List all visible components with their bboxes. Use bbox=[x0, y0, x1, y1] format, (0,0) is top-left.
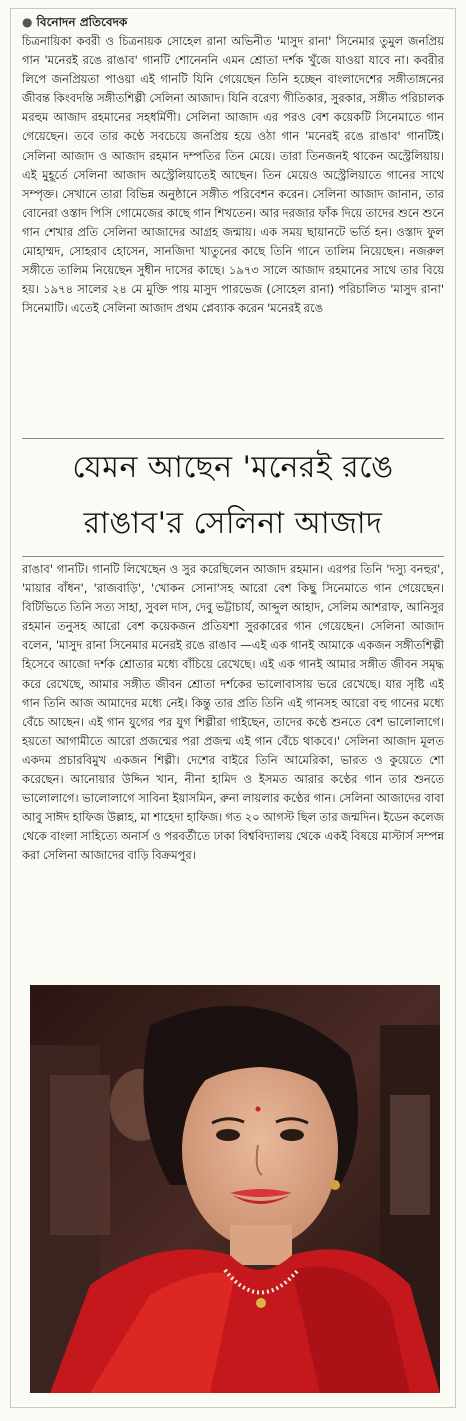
headline-line-1: যেমন আছেন 'মনেরই রঙে bbox=[72, 450, 394, 485]
bullet-icon: ● bbox=[22, 15, 33, 29]
portrait-illustration bbox=[30, 985, 440, 1393]
headline-line-2: রাঙাব'র সেলিনা আজাদ bbox=[83, 506, 383, 541]
portrait-photo bbox=[30, 985, 440, 1393]
byline bbox=[22, 14, 127, 34]
headline-rule-top bbox=[22, 438, 444, 439]
article-paragraph-2: রাঙাব' গানটি। গানটি লিখেছেন ও সুর করেছিলেন আজাদ রহমান। এরপর তিনি 'দস্যু বনহুর', 'মায়ার বাঁধন', 'রাজবাড়ি', 'খোকন সোনা'সহ আরো বেশ কিছু সিনেমাতে গান গেয়েছেন। বিটিভিতে তিনি সত্য সাহা, সুবল দাস, দেবু ভট্টাচার্য, আব্দুল আহাদ, সেলিম আশরাফ, আনিসুর রহমান তনুসহ আরো বেশ কয়েকজন প্রতিযশা সুরকারের গান গেয়েছেন। সেলিনা আজাদ বলেন, 'মাসুদ রানা সিনেমার মনেরই রঙে রাঙাব —এই এক গানই আমাকে একজন সঙ্গীতশিল্পী হিসেবে আজো দর্শক শ্রোতার মধ্যে বাঁচিয়ে রেখেছে। এই এক গানই আমার সঙ্গীত জীবন সমৃদ্ধ করে রেখেছে, আমার সঙ্গীত জীবন শ্রোতা দর্শকের ভালোবাসায় ভরে রেখেছে। যার সৃষ্টি এই গান তিনি আজ আমাদের মধ্যে নেই। কিন্তু তার প্রতি তিনি এই গানসহ আরো বহু গানের মধ্যে বেঁচে আছেন। এই গান যুগের পর যুগ শিল্পীরা গাইছেন, তাদের কণ্ঠে শুনতে বেশ ভালোলাগে। হয়তো আগামীতে আরো প্রজন্মের পরা প্রজন্ম এই গান বেঁচে থাকবে।' সেলিনা আজাদ মূলত একদম প্রচারবিমুখ একজন শিল্পী। দেশের বাইরে তিনি আমেরিকা, ভারত ও কুয়েতে শো করেছেন। আনোয়ার উদ্দিন খান, নীনা হামিদ ও ইসমত আরার কণ্ঠের গান তার শুনতে ভালোলাগে। ভালোলাগে সাবিনা ইয়াসমিন, রুনা লায়লার কণ্ঠের গান। সেলিনা আজাদের বাবা আবু সাঈদ হাফিজ উল্লাহ, মা শাহেদা হাফিজ। গত ২০ আগস্ট ছিল তার জন্মদিন। ইডেন কলেজ থেকে বাংলা সাহিত্যে অনার্স ও পরবর্তীতে ঢাকা বিশ্ববিদ্যালয় থেকে একই বিষয়ে মাস্টার্স সম্পন্ন করা সেলিনা আজাদের বাড়ি বিক্রমপুর। bbox=[22, 562, 444, 863]
headline bbox=[22, 440, 444, 552]
byline-text: বিনোদন প্রতিবেদক bbox=[36, 15, 128, 29]
article-paragraph-1: চিত্রনায়িকা কবরী ও চিত্রনায়ক সোহেল রানা অভিনীত 'মাসুদ রানা' সিনেমার তুমুল জনপ্রিয় গান 'মনেরই রঙে রাঙাব' গানটি শোনেননি এমন শ্রোতা দর্শক খুঁজে যাওয়া যাবে না। কবরীর লিপে জনপ্রিয়তা পাওয়া এই গানটি যিনি গেয়েছেন তিনি হচ্ছেন বাংলাদেশের সঙ্গীতাঙ্গনের জীবন্ত কিংবদন্তি সঙ্গীতশিল্পী সেলিনা আজাদ। যিনি বরেণ্য গীতিকার, সুরকার, সঙ্গীত পরিচালক মরহুম আজাদ রহমানের সহধর্মিণী। সেলিনা আজাদ এর পরও বেশ কয়েকটি সিনেমাতে গান গেয়েছেন। তবে তার কণ্ঠে সবচেয়ে জনপ্রিয় হয়ে ওঠা গান 'মনেরই রঙে রাঙাব' গানটিই। সেলিনা আজাদ ও আজাদ রহমান দম্পতির তিন মেয়ে। তারা তিনজনই থাকেন অস্ট্রেলিয়ায়। এই মুহূর্তে সেলিনা আজাদ অস্ট্রেলিয়াতেই আছেন। তিন মেয়েও অস্ট্রেলিয়াতে গানের সাথে সম্পৃক্ত। সেখানে তারা বিভিন্ন অনুষ্ঠানে সঙ্গীত পরিবেশন করেন। সেলিনা আজাদ জানান, তার বোনেরা ওস্তাদ পিসি গোমেজের কাছে গান শিখতেন। আর দরজার ফাঁক দিয়ে তাদের শুনে শুনে গান শেখার প্রতি সেলিনা আজাদের আগ্রহ জন্মায়। এক সময় ছায়ানটে ভর্তি হন। ওস্তাদ ফুল মোহাম্মদ, সোহরাব হোসেন, সানজিদা খাতুনের কাছে তিনি গানে তালিম নিয়েছেন। নজরুল সঙ্গীতে তালিম নিয়েছেন সুধীন দাসের কাছে। ১৯৭৩ সালে আজাদ রহমানের সাথে তার বিয়ে হয়। ১৯৭৪ সালের ২৪ মে মুক্তি পায় মাসুদ পারভেজ (সোহেল রানা) পরিচালিত 'মাসুদ রানা' সিনেমাটি। এতেই সেলিনা আজাদ প্রথম প্লেব্যাক করেন 'মনেরই রঙে bbox=[22, 34, 444, 316]
headline-rule-bottom bbox=[22, 556, 444, 557]
